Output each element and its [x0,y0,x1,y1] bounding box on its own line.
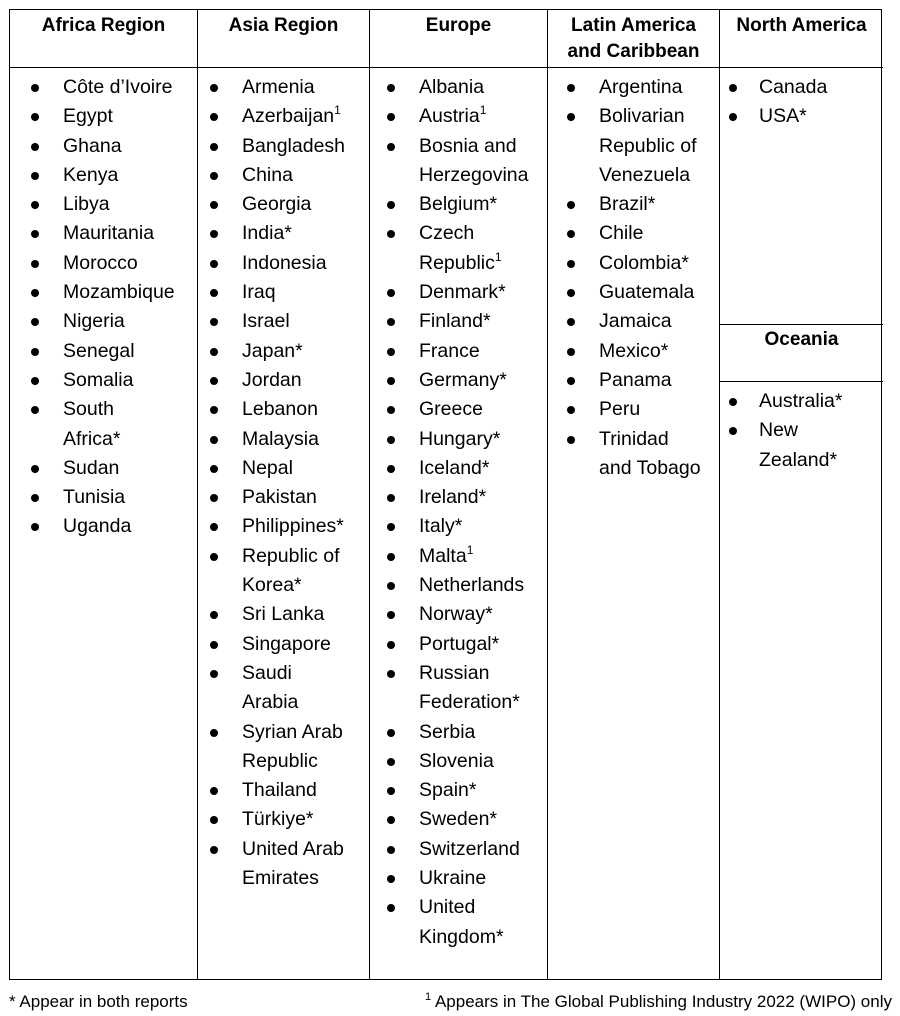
country-name: Republic of [599,134,697,157]
country-name: United Arab [242,837,344,860]
bullet-icon [210,113,218,121]
country-name: Panama [599,368,672,391]
country-item [370,512,547,541]
country-name: India* [242,222,292,245]
country-name: Kingdom* [419,925,504,948]
country-item [370,337,547,366]
country-name: Mozambique [63,281,175,304]
country-name: Thailand [242,779,317,802]
europe-header [370,10,547,68]
bullet-icon [210,172,218,180]
bullet-icon [387,582,395,590]
country-name: France [419,339,480,362]
bullet-icon [387,465,395,473]
bullet-icon [387,758,395,766]
country-name: Bangladesh [242,134,346,157]
country-item [198,805,369,834]
north-america-cell [720,68,883,325]
country-name: Jordan [242,368,302,391]
latin-america-country-list [548,68,719,483]
country-item [370,893,547,952]
country-name: Trinidad [599,427,669,450]
europe-title: Europe [425,15,492,36]
country-item [548,73,719,102]
bullet-icon [210,260,218,268]
country-item [370,835,547,864]
bullet-icon [31,113,39,121]
bullet-icon [210,670,218,678]
bullet-icon [567,348,575,356]
bullet-icon [567,406,575,414]
country-item [198,190,369,219]
country-name: Albania [419,76,485,98]
latin-america-title-line2: and Caribbean [567,41,700,62]
footnote-wipo-only [425,991,892,1013]
bullet-icon [387,318,395,326]
country-item [10,278,197,307]
country-item [370,630,547,659]
bullet-icon [387,201,395,209]
bullet-icon [31,348,39,356]
bullet-icon [210,377,218,385]
bullet-icon [387,406,395,414]
country-item [720,387,883,416]
asia-column [198,10,370,979]
country-name: Iraq [242,281,276,304]
country-name: Netherlands [419,574,525,597]
bullet-icon [31,523,39,531]
country-item [10,307,197,336]
bullet-icon [31,465,39,473]
country-name: Mauritania [63,222,155,245]
country-item [10,73,197,102]
country-item [10,512,197,541]
country-name: Republic [242,749,318,772]
country-item [198,630,369,659]
country-item [548,337,719,366]
country-name: Ghana [63,134,122,157]
country-name: Zealand* [759,448,838,471]
country-name: Finland* [419,310,491,333]
country-name: Iceland* [419,456,490,479]
country-name: Indonesia [242,251,327,274]
footnote-marker: 1 [494,249,502,264]
bullet-icon [31,260,39,268]
country-item [198,425,369,454]
country-name: and Tobago [599,456,701,479]
bullet-icon [210,436,218,444]
country-name: Sweden* [419,808,498,831]
country-item [198,278,369,307]
europe-column [370,10,548,979]
bullet-icon [31,84,39,92]
country-name: Malta [419,544,467,567]
bullet-icon [729,398,737,406]
bullet-icon [567,113,575,121]
bullet-icon [567,230,575,238]
footnote-wipo-only-text: Appears in The Global Publishing Industry 2022 (WIPO) only [431,992,892,1011]
country-name: Switzerland [419,837,520,860]
bullet-icon [387,611,395,619]
footnote-marker: 1 [479,103,487,118]
country-item [10,102,197,131]
country-name: Guatemala [599,281,695,304]
country-name: Austria [419,105,480,128]
country-name: Nigeria [63,310,125,333]
bullet-icon [387,230,395,238]
country-name: Republic [419,251,495,274]
country-name: Colombia* [599,251,689,274]
bullet-icon [210,465,218,473]
bullet-icon [387,113,395,121]
country-name: Ukraine [419,867,487,890]
country-item [10,249,197,278]
country-name: Georgia [242,193,312,216]
bullet-icon [729,113,737,121]
country-item [198,249,369,278]
country-name: Uganda [63,515,132,538]
region-table [9,9,882,980]
country-item [370,425,547,454]
oceania-title: Oceania [764,329,839,350]
country-name: Herzegovina [419,163,529,186]
country-name: Philippines* [242,515,344,538]
country-item [548,219,719,248]
bullet-icon [31,230,39,238]
bullet-icon [387,729,395,737]
africa-header [10,10,197,68]
africa-title: Africa Region [41,15,166,36]
country-item [370,483,547,512]
country-item [10,395,197,454]
country-item [370,542,547,571]
bullet-icon [210,816,218,824]
country-item [370,395,547,424]
bullet-icon [387,846,395,854]
country-name: Saudi [242,661,292,684]
country-item [370,102,547,131]
country-item [198,718,369,777]
country-item [370,219,547,278]
country-item [370,366,547,395]
country-item [370,718,547,747]
country-item [10,337,197,366]
footnote-both-reports-text: * Appear in both reports [9,992,188,1011]
country-name: Malaysia [242,427,319,450]
bullet-icon [387,904,395,912]
country-item [548,366,719,395]
country-item [370,190,547,219]
country-item [198,454,369,483]
country-item [198,600,369,629]
country-name: Libya [63,193,110,216]
country-name: Republic of [242,544,340,567]
country-name: China [242,163,293,186]
country-name: Somalia [63,368,134,391]
country-item [198,366,369,395]
bullet-icon [387,875,395,883]
country-name: Canada [759,76,828,98]
country-name: Sri Lanka [242,603,325,626]
bullet-icon [387,436,395,444]
bullet-icon [387,670,395,678]
asia-country-list [198,68,369,893]
bullet-icon [567,84,575,92]
country-name: Russian [419,661,490,684]
country-item [548,190,719,219]
latin-america-column [548,10,720,979]
country-name: Nepal [242,456,293,479]
country-name: Brazil* [599,193,656,216]
bullet-icon [387,289,395,297]
country-item [10,366,197,395]
country-name: Mexico* [599,339,669,362]
country-name: Lebanon [242,398,318,421]
bullet-icon [567,201,575,209]
bullet-icon [387,641,395,649]
country-item [370,864,547,893]
country-item [10,190,197,219]
country-item [370,454,547,483]
country-name: Africa* [63,427,121,450]
country-item [198,512,369,541]
country-item [370,278,547,307]
country-name: Morocco [63,251,138,274]
bullet-icon [210,348,218,356]
country-name: Hungary* [419,427,501,450]
country-item [548,425,719,484]
bullet-icon [387,348,395,356]
bullet-icon [210,523,218,531]
country-name: Côte d’Ivoire [63,76,173,98]
bullet-icon [387,787,395,795]
country-name: Kenya [63,163,119,186]
country-name: South [63,398,114,421]
country-name: New [759,419,799,442]
country-name: Ireland* [419,486,487,509]
bullet-icon [387,143,395,151]
country-item [370,73,547,102]
country-item [370,307,547,336]
bullet-icon [210,494,218,502]
country-name: Australia* [759,390,843,412]
country-item [370,600,547,629]
country-name: Türkiye* [242,808,314,831]
footnote-both-reports [9,991,188,1013]
bullet-icon [387,377,395,385]
country-name: Syrian Arab [242,720,343,743]
country-name: Argentina [599,76,683,98]
country-item [370,776,547,805]
country-name: Italy* [419,515,463,538]
country-item [198,161,369,190]
country-item [198,337,369,366]
bullet-icon [210,84,218,92]
bullet-icon [31,377,39,385]
bullet-icon [210,729,218,737]
country-item [548,102,719,190]
footnote-mark: 1 [425,991,432,1003]
country-name: Korea* [242,574,302,597]
country-name: Federation* [419,691,520,714]
bullet-icon [210,611,218,619]
asia-header [198,10,369,68]
latin-america-title-line1: Latin America [571,15,696,36]
country-name: Belgium* [419,193,498,216]
north-america-header [720,10,883,68]
country-item [548,278,719,307]
country-item [370,805,547,834]
bullet-icon [31,406,39,414]
country-item [10,132,197,161]
bullet-icon [729,427,737,435]
country-item [198,219,369,248]
country-name: Portugal* [419,632,500,655]
country-name: Serbia [419,720,476,743]
footnote-marker: 1 [334,103,341,118]
bullet-icon [210,641,218,649]
bullet-icon [210,787,218,795]
north-america-oceania-column [720,10,883,979]
country-item [198,835,369,894]
country-name: Tunisia [63,486,126,509]
country-name: Denmark* [419,281,506,304]
country-name: Israel [242,310,290,333]
country-name: Singapore [242,632,331,655]
country-name: Norway* [419,603,493,626]
country-name: Slovenia [419,749,494,772]
asia-title: Asia Region [228,15,339,36]
bullet-icon [31,494,39,502]
bullet-icon [31,318,39,326]
europe-country-list [370,68,547,952]
country-item [548,395,719,424]
bullet-icon [31,289,39,297]
country-item [370,659,547,718]
bullet-icon [31,172,39,180]
country-item [198,395,369,424]
oceania-header [720,325,883,382]
country-item [198,659,369,718]
country-name: Spain* [419,779,477,802]
country-name: Armenia [242,76,315,98]
africa-column [10,10,198,979]
oceania-country-list [720,382,883,475]
bullet-icon [210,406,218,414]
country-item [370,747,547,776]
bullet-icon [210,318,218,326]
bullet-icon [387,494,395,502]
bullet-icon [567,318,575,326]
country-item [720,416,883,475]
country-name: Pakistan [242,486,317,509]
country-item [198,102,369,131]
country-name: Egypt [63,105,113,128]
bullet-icon [387,816,395,824]
bullet-icon [210,289,218,297]
country-name: Jamaica [599,310,672,333]
country-item [10,219,197,248]
bullet-icon [210,230,218,238]
bullet-icon [31,201,39,209]
country-name: Venezuela [599,163,691,186]
country-item [720,102,883,131]
country-name: Bosnia and [419,134,517,157]
bullet-icon [567,289,575,297]
country-item [198,483,369,512]
country-name: Senegal [63,339,135,362]
country-item [198,542,369,601]
country-item [370,571,547,600]
country-name: Emirates [242,867,319,890]
north-america-title: North America [736,15,867,36]
north-america-country-list [720,68,883,132]
bullet-icon [210,553,218,561]
country-name: Czech [419,222,475,245]
country-name: Azerbaijan [242,105,335,128]
bullet-icon [210,143,218,151]
country-name: Peru [599,398,641,421]
country-item [10,483,197,512]
country-item [198,776,369,805]
bullet-icon [387,523,395,531]
country-name: Sudan [63,456,120,479]
country-name: Bolivarian [599,105,685,128]
country-item [370,132,547,191]
africa-country-list [10,68,197,542]
country-name: USA* [759,105,807,128]
country-item [10,454,197,483]
footnote-marker: 1 [466,542,474,557]
country-item [548,249,719,278]
bullet-icon [567,436,575,444]
country-item [198,307,369,336]
bullet-icon [31,143,39,151]
country-item [10,161,197,190]
country-name: Germany* [419,368,507,391]
country-name: Greece [419,398,483,421]
country-name: United [419,896,476,919]
bullet-icon [387,553,395,561]
country-name: Japan* [242,339,303,362]
country-item [198,132,369,161]
bullet-icon [210,201,218,209]
country-item [198,73,369,102]
bullet-icon [387,84,395,92]
bullet-icon [210,846,218,854]
country-item [548,307,719,336]
country-name: Arabia [242,691,299,714]
bullet-icon [567,260,575,268]
country-item [720,73,883,102]
country-name: Chile [599,222,644,245]
latin-america-header [548,10,719,68]
bullet-icon [729,84,737,92]
bullet-icon [567,377,575,385]
